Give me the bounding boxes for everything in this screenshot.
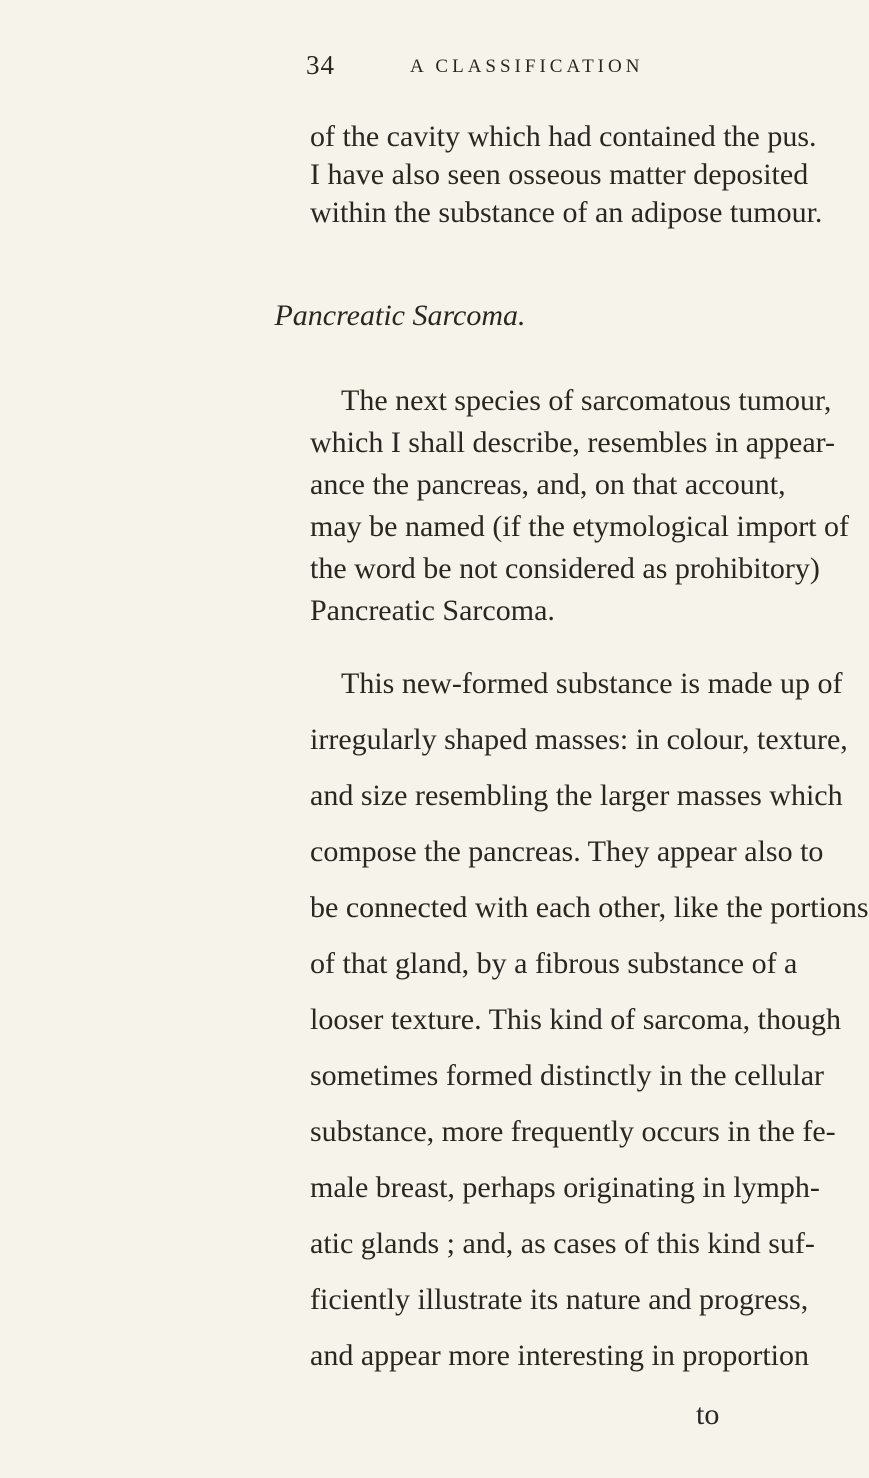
section-heading: Pancreatic Sarcoma. [274, 299, 526, 332]
text-line: and size resembling the larger masses which [310, 779, 843, 812]
text-line: may be named (if the etymological import of [310, 510, 850, 543]
catchword: to [696, 1398, 720, 1431]
text-line: looser texture. This kind of sarcoma, though [310, 1003, 842, 1036]
text-line: of that gland, by a fibrous substance of a [310, 947, 798, 980]
text-line: substance, more frequently occurs in the fe- [310, 1115, 836, 1148]
running-head: A CLASSIFICATION [410, 56, 644, 77]
text-line: the word be not considered as prohibitory) [310, 552, 820, 585]
text-line: be connected with each other, like the portions [310, 891, 869, 924]
text-line: This new-formed substance is made up of [341, 667, 843, 700]
text-line: The next species of sarcomatous tumour, [341, 384, 832, 417]
text-line: male breast, perhaps originating in lymph- [310, 1171, 820, 1204]
text-line: irregularly shaped masses: in colour, texture, [310, 723, 848, 756]
text-line: compose the pancreas. They appear also to [310, 835, 824, 868]
text-line: atic glands ; and, as cases of this kind suf- [310, 1227, 815, 1260]
page-number: 34 [306, 50, 335, 80]
text-line: which I shall describe, resembles in appear- [310, 426, 836, 459]
page-header [0, 50, 800, 90]
text-line: within the substance of an adipose tumour. [310, 196, 823, 229]
text-line: Pancreatic Sarcoma. [310, 594, 555, 627]
text-line: ance the pancreas, and, on that account, [310, 468, 786, 501]
text-line: and appear more interesting in proportion [310, 1339, 810, 1372]
text-line: sometimes formed distinctly in the cellular [310, 1059, 825, 1092]
text-line: of the cavity which had contained the pus. [310, 120, 817, 153]
text-line: ficiently illustrate its nature and progress, [310, 1283, 809, 1316]
text-line: I have also seen osseous matter deposited [310, 158, 809, 191]
